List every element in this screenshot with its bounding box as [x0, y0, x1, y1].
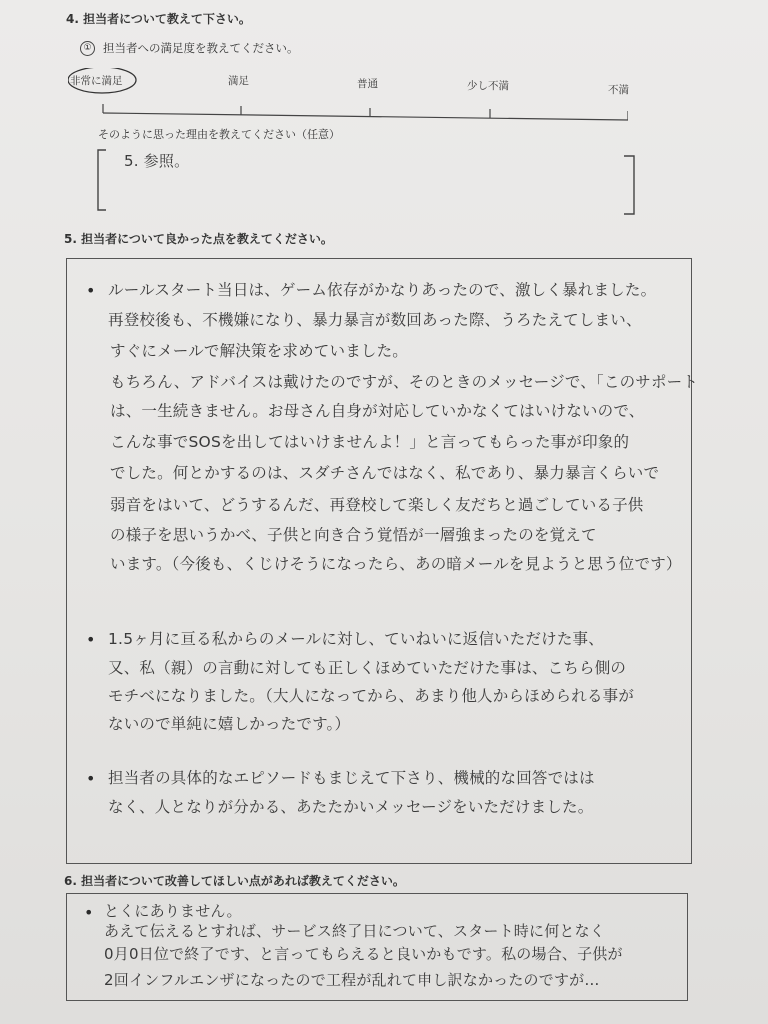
satisfaction-scale [68, 68, 628, 124]
s5-line-8: 弱音をはいて、どうするんだ、再登校して楽しく友だちと過ごしている子供 [110, 496, 644, 514]
s5-line-15: 担当者の具体的なエピソードもまじえて下さり、機械的な回答ではは [108, 769, 595, 787]
s5-line-2: 再登校後も、不機嫌になり、暴力暴言が数回あった際、うろたえてしまい、 [108, 311, 642, 329]
s5-line-5: は、一生続きません。お母さん自身が対応していかなくてはいけないので、 [110, 402, 645, 420]
scale-line [68, 68, 628, 124]
bullet-4: • [84, 903, 94, 922]
section6-heading: 6. 担当者について改善してほしい点があれば教えてください。 [64, 874, 405, 888]
scale-label-neutral[interactable]: 普通 [357, 78, 378, 90]
s6-line-1: とくにありません。 [104, 902, 242, 920]
s5-line-9: の様子を思いうかべ、子供と向き合う覚悟が一層強まったのを覚えて [110, 526, 597, 544]
bullet-3: • [86, 769, 96, 788]
s5-line-6: こんな事でSOSを出してはいけませんよ！」と言ってもらった事が印象的 [110, 433, 630, 451]
bullet-1: • [86, 281, 96, 300]
s5-line-3: すぐにメールで解決策を求めていました。 [110, 342, 408, 360]
s5-line-14: ないので単純に嬉しかったです。） [108, 715, 351, 733]
s5-line-13: モチベになりました。（大人になってから、あまり他人からほめられる事が [108, 687, 635, 705]
s5-line-11: 1.5ヶ月に亘る私からのメールに対し、ていねいに返信いただけた事、 [108, 630, 604, 648]
scale-label-slightly-dissatisfied[interactable]: 少し不満 [467, 80, 509, 92]
scale-label-very-satisfied[interactable]: 非常に満足 [70, 75, 123, 87]
s5-line-16: なく、人となりが分かる、あたたかいメッセージをいただけました。 [108, 798, 594, 816]
s5-line-1: ルールスタート当日は、ゲーム依存がかなりあったので、激しく暴れました。 [108, 281, 657, 299]
s6-line-4: 2回インフルエンザになったので工程が乱れて申し訳なかったのですが… [104, 971, 600, 989]
scale-label-satisfied[interactable]: 満足 [228, 75, 249, 87]
q1-text: 担当者への満足度を教えてください。 [103, 41, 299, 55]
q1-number: ① [80, 41, 95, 56]
s5-line-4: もちろん、アドバイスは戴けたのですが、そのときのメッセージで、「このサポート [110, 373, 699, 391]
q1-question [80, 40, 299, 56]
s5-line-7: でした。何とかするのは、スダチさんではなく、私であり、暴力暴言くらいで [110, 464, 660, 482]
bullet-2: • [86, 630, 96, 649]
s5-line-10: います。（今後も、くじけそうになったら、あの暗メールを見ようと思う位です） [110, 555, 682, 573]
s5-line-12: 又、私（親）の言動に対しても正しくほめていただけた事は、こちら側の [108, 659, 627, 677]
section4-heading: 4. 担当者について教えて下さい。 [66, 12, 251, 26]
section5-heading: 5. 担当者について良かった点を教えてください。 [64, 232, 333, 246]
s6-line-3: 0月0日位で終了です、と言ってもらえると良いかもです。私の場合、子供が [104, 945, 623, 963]
reason-label: そのように思った理由を教えてください（任意） [98, 128, 340, 141]
scale-label-dissatisfied[interactable]: 不満 [608, 84, 629, 96]
s6-line-2: あえて伝えるとすれば、サービス終了日について、スタート時に何となく [104, 922, 606, 940]
reason-answer: 5. 参照。 [124, 152, 190, 170]
selected-circle-mark [68, 68, 136, 93]
